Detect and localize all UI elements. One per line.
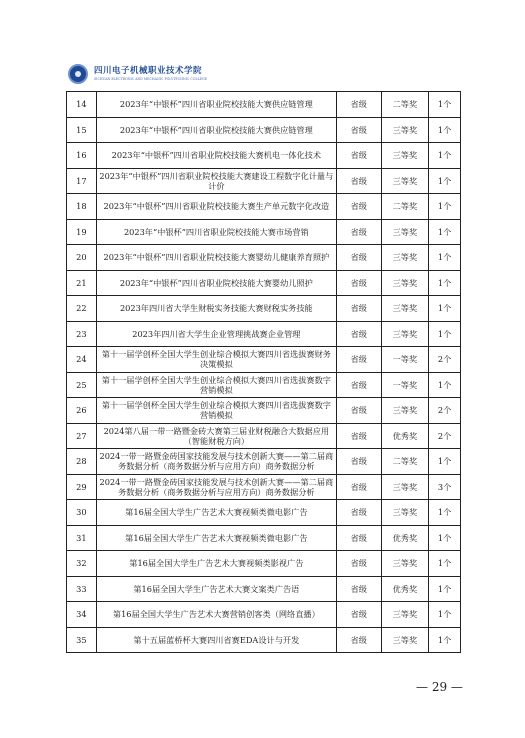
award-count: 2个 <box>429 347 461 373</box>
award-level: 省级 <box>337 143 381 169</box>
award-name: 第十一届学创杯全国大学生创业综合模拟大赛四川省选拔赛数字营销模拟 <box>96 398 336 424</box>
award-count: 1个 <box>429 551 461 577</box>
table-row <box>67 117 461 143</box>
table-row <box>67 398 461 424</box>
row-number: 27 <box>67 423 97 449</box>
award-count: 1个 <box>429 602 461 628</box>
row-number: 18 <box>67 194 97 220</box>
row-number: 15 <box>67 117 97 143</box>
table-row <box>67 474 461 500</box>
award-level: 省级 <box>337 602 381 628</box>
award-level: 省级 <box>337 551 381 577</box>
row-number: 28 <box>67 449 97 475</box>
award-name: 2023年“中银杯”四川省职业院校技能大赛婴幼儿照护 <box>96 270 336 296</box>
award-count: 3个 <box>429 474 461 500</box>
award-level: 省级 <box>337 92 381 118</box>
award-count: 1个 <box>429 168 461 194</box>
table-row <box>67 372 461 398</box>
award-grade: 三等奖 <box>381 117 429 143</box>
award-level: 省级 <box>337 296 381 322</box>
award-level: 省级 <box>337 219 381 245</box>
row-number: 33 <box>67 576 97 602</box>
award-level: 省级 <box>337 347 381 373</box>
table-row <box>67 321 461 347</box>
award-name: 2023年四川省大学生财税实务技能大赛财税实务技能 <box>96 296 336 322</box>
row-number: 31 <box>67 525 97 551</box>
row-number: 25 <box>67 372 97 398</box>
award-count: 1个 <box>429 270 461 296</box>
award-name: 第16届全国大学生广告艺术大赛文案类广告语 <box>96 576 336 602</box>
table-row <box>67 500 461 526</box>
award-name: 第16届全国大学生广告艺术大赛视频类影视广告 <box>96 551 336 577</box>
table-row <box>67 627 461 653</box>
row-number: 21 <box>67 270 97 296</box>
award-level: 省级 <box>337 245 381 271</box>
award-count: 1个 <box>429 296 461 322</box>
award-grade: 三等奖 <box>381 398 429 424</box>
school-name: 四川电子机械职业技术学院 <box>94 66 203 77</box>
award-name: 2023年“中银杯”四川省职业院校技能大赛建设工程数字化计量与计价 <box>96 168 336 194</box>
award-name: 2023年“中银杯”四川省职业院校技能大赛市场营销 <box>96 219 336 245</box>
award-grade: 一等奖 <box>381 372 429 398</box>
award-count: 1个 <box>429 92 461 118</box>
table-row <box>67 168 461 194</box>
award-name: 2023年四川省大学生企业管理挑战赛企业管理 <box>96 321 336 347</box>
award-level: 省级 <box>337 168 381 194</box>
row-number: 29 <box>67 474 97 500</box>
award-grade: 三等奖 <box>381 245 429 271</box>
award-name: 第十一届学创杯全国大学生创业综合模拟大赛四川省选拔赛财务决策模拟 <box>96 347 336 373</box>
award-grade: 三等奖 <box>381 270 429 296</box>
award-level: 省级 <box>337 474 381 500</box>
award-name: 第十一届学创杯全国大学生创业综合模拟大赛四川省选拔赛数字营销模拟 <box>96 372 336 398</box>
table-row <box>67 219 461 245</box>
table-row <box>67 525 461 551</box>
award-grade: 二等奖 <box>381 449 429 475</box>
row-number: 34 <box>67 602 97 628</box>
award-grade: 优秀奖 <box>381 423 429 449</box>
award-count: 2个 <box>429 423 461 449</box>
award-count: 1个 <box>429 143 461 169</box>
table-row <box>67 296 461 322</box>
awards-table <box>66 91 461 653</box>
table-row <box>67 423 461 449</box>
award-grade: 二等奖 <box>381 92 429 118</box>
award-grade: 三等奖 <box>381 321 429 347</box>
row-number: 32 <box>67 551 97 577</box>
award-level: 省级 <box>337 423 381 449</box>
award-level: 省级 <box>337 117 381 143</box>
award-level: 省级 <box>337 270 381 296</box>
row-number: 35 <box>67 627 97 653</box>
award-count: 1个 <box>429 194 461 220</box>
table-row <box>67 576 461 602</box>
award-name: 第16届全国大学生广告艺术大赛营销创客类（网络直播） <box>96 602 336 628</box>
award-grade: 三等奖 <box>381 296 429 322</box>
award-grade: 三等奖 <box>381 627 429 653</box>
table-row <box>67 551 461 577</box>
row-number: 30 <box>67 500 97 526</box>
award-name: 第16届全国大学生广告艺术大赛视频类微电影广告 <box>96 525 336 551</box>
award-grade: 三等奖 <box>381 219 429 245</box>
award-name: 第十五届蓝桥杯大赛四川省赛EDA设计与开发 <box>96 627 336 653</box>
award-count: 1个 <box>429 117 461 143</box>
award-count: 1个 <box>429 321 461 347</box>
table-row <box>67 347 461 373</box>
award-name: 2023年“中银杯”四川省职业院校技能大赛供应链管理 <box>96 117 336 143</box>
document-header <box>68 62 228 86</box>
award-count: 1个 <box>429 219 461 245</box>
award-count: 1个 <box>429 449 461 475</box>
award-count: 1个 <box>429 245 461 271</box>
award-level: 省级 <box>337 576 381 602</box>
award-name: 2023年“中银杯”四川省职业院校技能大赛机电一体化技术 <box>96 143 336 169</box>
row-number: 24 <box>67 347 97 373</box>
award-level: 省级 <box>337 500 381 526</box>
award-grade: 三等奖 <box>381 602 429 628</box>
award-count: 2个 <box>429 398 461 424</box>
row-number: 26 <box>67 398 97 424</box>
award-name: 2024一带一路暨金砖国家技能发展与技术创新大赛——第二届商务数据分析（商务数据分析与应用方向）商务数据分析 <box>96 474 336 500</box>
award-name: 2023年“中银杯”四川省职业院校技能大赛供应链管理 <box>96 92 336 118</box>
award-level: 省级 <box>337 321 381 347</box>
award-level: 省级 <box>337 398 381 424</box>
award-grade: 三等奖 <box>381 143 429 169</box>
school-logo-icon <box>68 64 88 84</box>
award-level: 省级 <box>337 525 381 551</box>
award-grade: 三等奖 <box>381 500 429 526</box>
table-row <box>67 602 461 628</box>
table-row <box>67 245 461 271</box>
award-name: 2023年“中银杯”四川省职业院校技能大赛婴幼儿健康养育照护 <box>96 245 336 271</box>
award-level: 省级 <box>337 372 381 398</box>
award-level: 省级 <box>337 627 381 653</box>
page-number: — 29 — <box>416 680 463 694</box>
award-level: 省级 <box>337 449 381 475</box>
award-grade: 二等奖 <box>381 194 429 220</box>
row-number: 14 <box>67 92 97 118</box>
award-grade: 优秀奖 <box>381 576 429 602</box>
award-grade: 优秀奖 <box>381 525 429 551</box>
row-number: 20 <box>67 245 97 271</box>
award-count: 1个 <box>429 576 461 602</box>
award-name: 2023年“中银杯”四川省职业院校技能大赛生产单元数字化改造 <box>96 194 336 220</box>
award-name: 2024第八届一带一路暨金砖大赛第三届业财税融合大数据应用（智能财税方向） <box>96 423 336 449</box>
school-name-en: SICHUAN ELECTRONIC AND MECHANIC POLYTECHNIC COLLEGE <box>94 76 207 81</box>
table-row <box>67 92 461 118</box>
awards-table-body <box>67 92 461 653</box>
award-count: 1个 <box>429 627 461 653</box>
row-number: 16 <box>67 143 97 169</box>
table-row <box>67 143 461 169</box>
award-level: 省级 <box>337 194 381 220</box>
row-number: 17 <box>67 168 97 194</box>
table-row <box>67 449 461 475</box>
award-grade: 三等奖 <box>381 474 429 500</box>
table-row <box>67 194 461 220</box>
school-name-block <box>94 67 207 81</box>
award-count: 1个 <box>429 500 461 526</box>
award-count: 1个 <box>429 525 461 551</box>
row-number: 22 <box>67 296 97 322</box>
row-number: 19 <box>67 219 97 245</box>
award-grade: 三等奖 <box>381 551 429 577</box>
award-grade: 一等奖 <box>381 347 429 373</box>
award-count: 1个 <box>429 372 461 398</box>
award-name: 第16届全国大学生广告艺术大赛视频类微电影广告 <box>96 500 336 526</box>
award-grade: 三等奖 <box>381 168 429 194</box>
table-row <box>67 270 461 296</box>
award-name: 2024一带一路暨金砖国家技能发展与技术创新大赛——第二届商务数据分析（商务数据分析与应用方向）商务数据分析 <box>96 449 336 475</box>
row-number: 23 <box>67 321 97 347</box>
